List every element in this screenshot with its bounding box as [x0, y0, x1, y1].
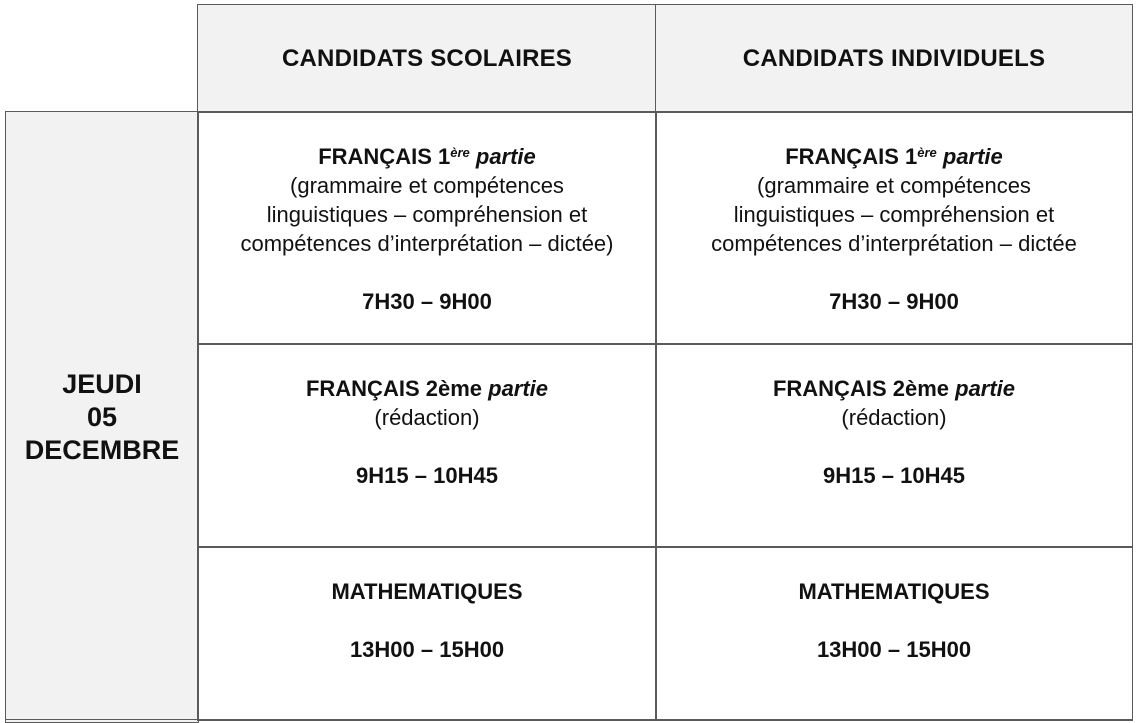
exam-time: 9H15 – 10H45	[823, 463, 965, 488]
superscript-ordinal: ère	[450, 145, 470, 160]
header-label-scolaires: CANDIDATS SCOLAIRES	[281, 44, 573, 72]
subject-description: (rédaction)	[374, 405, 480, 430]
subject-description: (grammaire et compétences linguistiques – compréhension et compétences d’interprétation – dictée	[711, 173, 1077, 256]
subject-title: FRANÇAIS 1ère partie	[318, 144, 536, 169]
subject-title: FRANÇAIS 2ème partie	[305, 376, 549, 401]
subject-part: partie	[488, 376, 549, 401]
subject-title: FRANÇAIS 2ème partie	[772, 376, 1016, 401]
header-label-individuels: CANDIDATS INDIVIDUELS	[742, 44, 1046, 72]
subject-part: partie	[942, 144, 1003, 169]
day-name: JEUDI	[62, 368, 142, 399]
exam-cell-francais-1-individuels	[655, 111, 1133, 345]
day-cell	[5, 111, 199, 723]
day-number: 05	[86, 401, 118, 432]
header-candidats-scolaires	[197, 4, 657, 113]
exam-time: 9H15 – 10H45	[356, 463, 498, 488]
exam-cell-mathematiques-individuels	[655, 546, 1133, 721]
exam-time: 13H00 – 15H00	[349, 637, 505, 662]
exam-time: 13H00 – 15H00	[816, 637, 972, 662]
day-month: DECEMBRE	[24, 434, 180, 465]
subject-title: MATHEMATIQUES	[798, 579, 990, 604]
subject-title: FRANÇAIS 1ère partie	[785, 144, 1003, 169]
exam-time: 7H30 – 9H00	[829, 289, 959, 314]
bottom-border-line	[5, 719, 1133, 720]
exam-time: 7H30 – 9H00	[362, 289, 492, 314]
subject-part: partie	[955, 376, 1016, 401]
exam-cell-francais-1-scolaires	[197, 111, 657, 345]
exam-cell-mathematiques-scolaires	[197, 546, 657, 721]
subject-title: MATHEMATIQUES	[331, 579, 523, 604]
subject-description: (rédaction)	[841, 405, 947, 430]
header-candidats-individuels	[655, 4, 1133, 113]
superscript-ordinal: ère	[917, 145, 937, 160]
subject-description: (grammaire et compétences linguistiques – compréhension et compétences d’interprétation – dictée)	[240, 173, 614, 256]
exam-cell-francais-2-individuels	[655, 343, 1133, 548]
exam-cell-francais-2-scolaires	[197, 343, 657, 548]
subject-part: partie	[475, 144, 536, 169]
